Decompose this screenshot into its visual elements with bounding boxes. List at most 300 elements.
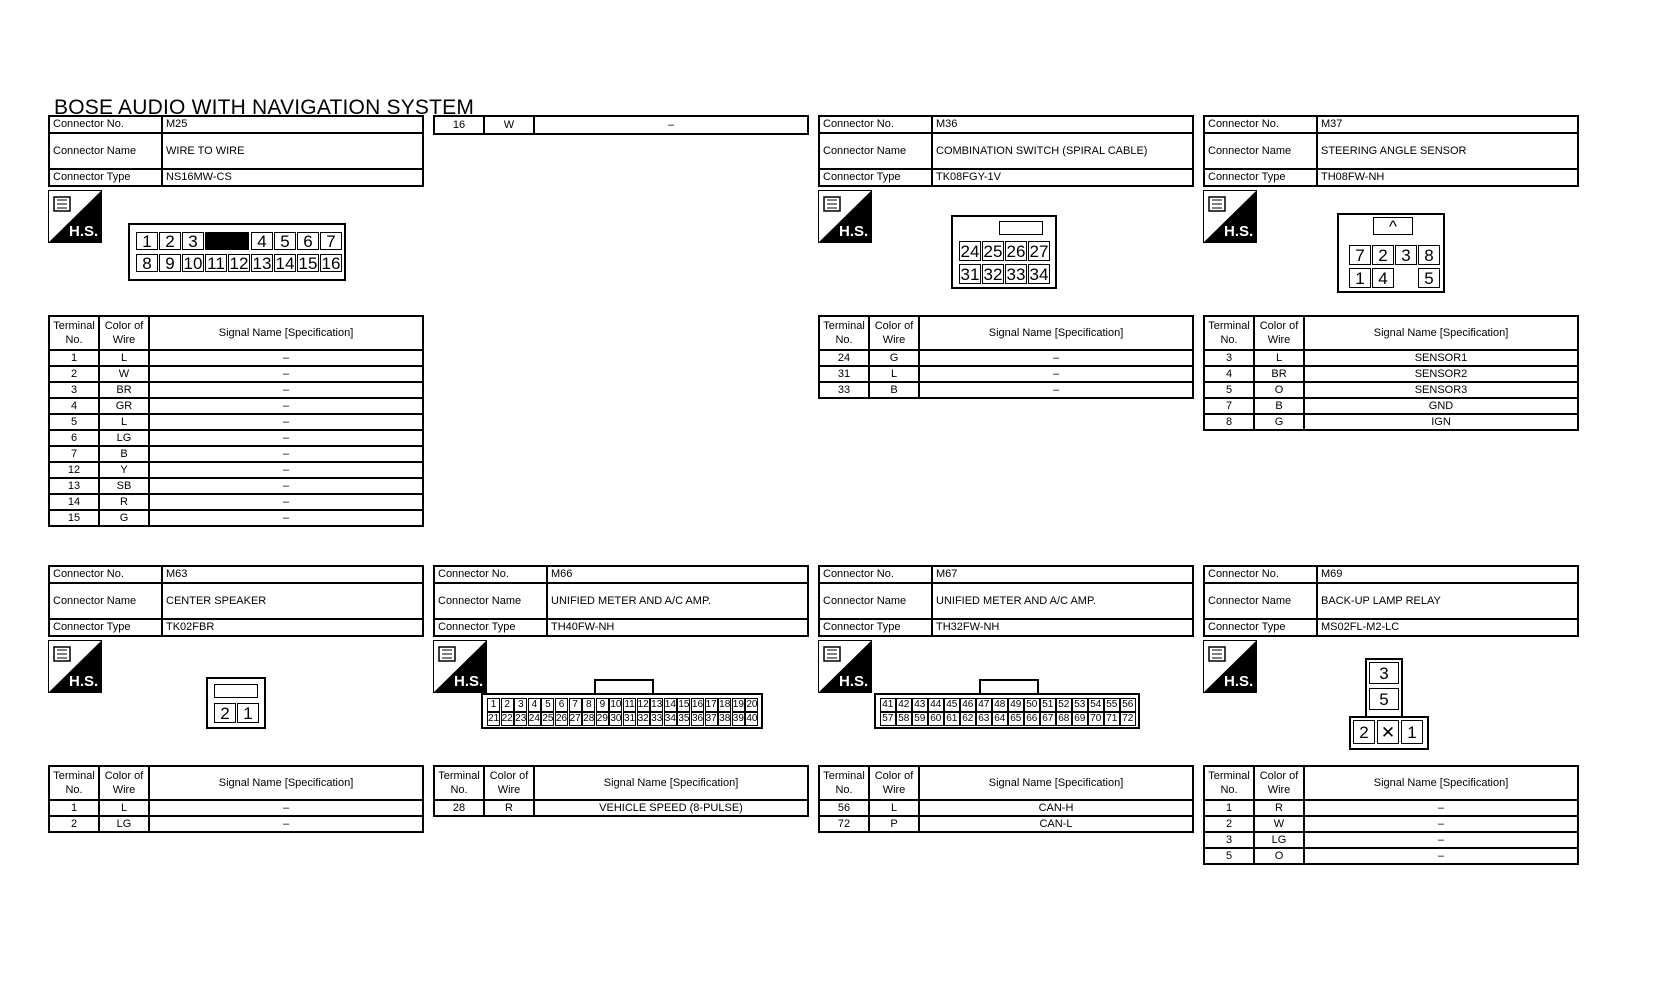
connector-pin: 34	[1029, 264, 1049, 284]
color-of-wire-header: Color of Wire	[484, 766, 534, 800]
connector-type-value: TK02FBR	[162, 619, 423, 636]
connector-pin: 31	[960, 264, 980, 284]
color-cell: B	[869, 382, 919, 398]
connector-pin: 35	[678, 713, 690, 724]
connector-pin: 14	[664, 699, 676, 710]
signal-cell: –	[149, 414, 423, 430]
connector-no-label: Connector No.	[49, 566, 162, 583]
connector-pin: 72	[1120, 712, 1136, 726]
table-row	[49, 800, 423, 816]
color-cell: R	[1254, 800, 1304, 816]
connector-pin: 8	[1418, 245, 1440, 265]
signal-table	[48, 315, 424, 527]
terminal-cell: 7	[49, 446, 99, 462]
signal-table	[48, 765, 424, 833]
connector-info-table	[1203, 115, 1579, 187]
connector-pin: 19	[732, 699, 744, 710]
connector-pin: 4	[251, 232, 273, 250]
terminal-cell: 1	[1204, 800, 1254, 816]
terminal-cell: 24	[819, 350, 869, 366]
connector-pin: 26	[555, 713, 568, 724]
signal-cell: –	[149, 382, 423, 398]
signal-cell: –	[149, 430, 423, 446]
terminal-cell: 1	[49, 800, 99, 816]
color-cell: BR	[99, 382, 149, 398]
terminal-no-header: Terminal No.	[1204, 766, 1254, 800]
color-cell: LG	[1254, 832, 1304, 848]
color-cell: L	[869, 366, 919, 382]
terminal-cell: 16	[434, 116, 484, 134]
terminal-cell: 8	[1204, 414, 1254, 430]
terminal-cell: 6	[49, 430, 99, 446]
table-row	[49, 382, 423, 398]
connector-pin: 40	[746, 713, 758, 724]
color-of-wire-header: Color of Wire	[1254, 316, 1304, 350]
color-cell: O	[1254, 382, 1304, 398]
connector-pin: 10	[183, 253, 203, 273]
signal-name-header: Signal Name [Specification]	[1304, 316, 1578, 350]
signal-cell: GND	[1304, 398, 1578, 414]
connector-pin: 51	[1040, 698, 1056, 712]
signal-cell: VEHICLE SPEED (8-PULSE)	[534, 800, 808, 816]
connector-pin: 3	[514, 698, 527, 712]
connector-pin: 24	[528, 713, 540, 724]
connector-name-value: UNIFIED METER AND A/C AMP.	[932, 583, 1193, 619]
color-cell: Y	[99, 462, 149, 478]
table-row	[49, 462, 423, 478]
terminal-cell: 2	[1204, 816, 1254, 832]
connector-pin: 6	[297, 232, 319, 250]
terminal-cell: 3	[49, 382, 99, 398]
connector-pin: 5	[1418, 268, 1440, 288]
table-row	[819, 350, 1193, 366]
connector-pin: 52	[1056, 698, 1072, 712]
color-cell: W	[99, 366, 149, 382]
connector-type-label: Connector Type	[819, 619, 932, 636]
color-of-wire-header: Color of Wire	[99, 766, 149, 800]
connector-name-label: Connector Name	[1204, 583, 1317, 619]
signal-name-header: Signal Name [Specification]	[919, 316, 1193, 350]
signal-cell: CAN-H	[919, 800, 1193, 816]
table-row	[49, 366, 423, 382]
connector-name-value: WIRE TO WIRE	[162, 133, 423, 169]
signal-cell: –	[149, 462, 423, 478]
connector-pin: 41	[880, 698, 896, 712]
color-cell: B	[99, 446, 149, 462]
connector-pin: 32	[637, 713, 649, 724]
hs-label: H.S.	[69, 673, 99, 690]
color-cell: L	[869, 800, 919, 816]
connector-pin: 22	[501, 713, 513, 724]
connector-face	[128, 223, 346, 281]
connector-pin: 37	[705, 713, 717, 724]
signal-table	[1203, 765, 1579, 865]
table-row	[49, 446, 423, 462]
connector-no-value: M63	[162, 566, 423, 583]
connector-pin: 56	[1120, 698, 1136, 712]
table-row	[434, 800, 808, 816]
terminal-cell: 5	[49, 414, 99, 430]
connector-pin: 6	[555, 698, 568, 712]
connector-panel-m63	[48, 565, 424, 830]
connector-pin: 28	[583, 713, 595, 724]
connector-no-value: M36	[932, 116, 1193, 133]
table-row	[49, 816, 423, 832]
hs-label: H.S.	[1224, 673, 1254, 690]
signal-cell: –	[149, 816, 423, 832]
table-row	[49, 414, 423, 430]
table-row	[49, 478, 423, 494]
connector-pin: 27	[569, 713, 581, 724]
table-row	[819, 800, 1193, 816]
terminal-cell: 12	[49, 462, 99, 478]
terminal-cell: 3	[1204, 832, 1254, 848]
signal-name-header: Signal Name [Specification]	[534, 766, 808, 800]
connector-pin: 13	[651, 699, 663, 710]
connector-pin: 3	[182, 232, 204, 250]
connector-pin: 33	[1006, 264, 1026, 284]
connector-type-value: TH40FW-NH	[547, 619, 808, 636]
connector-pin: 20	[746, 699, 758, 710]
connector-type-label: Connector Type	[1204, 619, 1317, 636]
connector-info-table	[48, 115, 424, 187]
signal-cell: –	[149, 446, 423, 462]
connector-face	[481, 693, 763, 729]
connector-pin: 25	[542, 713, 554, 724]
terminal-cell: 15	[49, 510, 99, 526]
connector-pin: 71	[1104, 712, 1120, 726]
connector-pin: 5	[274, 232, 296, 250]
color-of-wire-header: Color of Wire	[1254, 766, 1304, 800]
terminal-cell: 33	[819, 382, 869, 398]
connector-type-value: NS16MW-CS	[162, 169, 423, 186]
signal-cell: –	[1304, 816, 1578, 832]
connector-type-label: Connector Type	[434, 619, 547, 636]
terminal-cell: 3	[1204, 350, 1254, 366]
connector-no-value: M37	[1317, 116, 1578, 133]
connector-name-value: STEERING ANGLE SENSOR	[1317, 133, 1578, 169]
table-row	[1204, 398, 1578, 414]
connector-pin: 49	[1008, 698, 1024, 712]
color-cell: SB	[99, 478, 149, 494]
terminal-no-header: Terminal No.	[434, 766, 484, 800]
color-of-wire-header: Color of Wire	[869, 316, 919, 350]
connector-pin: 27	[1029, 241, 1049, 261]
signal-cell: IGN	[1304, 414, 1578, 430]
table-row	[819, 382, 1193, 398]
connector-pin: 15	[678, 699, 690, 710]
connector-pin: 9	[159, 254, 181, 272]
connector-pin: 18	[719, 699, 731, 710]
connector-type-label: Connector Type	[49, 619, 162, 636]
color-cell: P	[869, 816, 919, 832]
connector-face	[951, 215, 1057, 289]
connector-name-value: COMBINATION SWITCH (SPIRAL CABLE)	[932, 133, 1193, 169]
connector-pin: 69	[1072, 712, 1088, 726]
connector-pin: 17	[705, 699, 717, 710]
signal-cell: –	[149, 398, 423, 414]
harness-side-icon	[818, 640, 873, 694]
connector-name-label: Connector Name	[434, 583, 547, 619]
connector-pin: 2	[1353, 720, 1375, 744]
signal-cell: –	[149, 366, 423, 382]
signal-cell: –	[149, 478, 423, 494]
color-cell: R	[484, 800, 534, 816]
connector-type-value: TH08FW-NH	[1317, 169, 1578, 186]
table-row	[49, 350, 423, 366]
connector-no-value: M25	[162, 116, 423, 133]
signal-cell: SENSOR2	[1304, 366, 1578, 382]
connector-no-value: M66	[547, 566, 808, 583]
connector-pin: 48	[992, 698, 1008, 712]
hs-label: H.S.	[69, 223, 99, 240]
hs-label: H.S.	[839, 223, 869, 240]
table-row	[1204, 366, 1578, 382]
color-of-wire-header: Color of Wire	[99, 316, 149, 350]
signal-cell: CAN-L	[919, 816, 1193, 832]
color-cell: B	[1254, 398, 1304, 414]
connector-name-value: BACK-UP LAMP RELAY	[1317, 583, 1578, 619]
connector-info-table	[1203, 565, 1579, 637]
terminal-cell: 56	[819, 800, 869, 816]
signal-cell: SENSOR1	[1304, 350, 1578, 366]
connector-pin: 1	[1349, 268, 1371, 288]
harness-side-icon	[433, 640, 488, 694]
signal-cell: –	[919, 350, 1193, 366]
connector-type-label: Connector Type	[1204, 169, 1317, 186]
terminal-cell: 5	[1204, 382, 1254, 398]
connector-pin: 47	[976, 698, 992, 712]
connector-pin: 33	[651, 713, 663, 724]
connector-pin: 7	[320, 232, 342, 250]
connector-pin	[205, 232, 249, 250]
signal-cell: –	[919, 382, 1193, 398]
table-row	[819, 816, 1193, 832]
connector-pin: 45	[944, 698, 960, 712]
table-row	[49, 494, 423, 510]
connector-panel-m69	[1203, 565, 1579, 862]
connector-pin: 2	[501, 698, 514, 712]
signal-table	[818, 765, 1194, 833]
color-cell: G	[1254, 414, 1304, 430]
terminal-no-header: Terminal No.	[49, 316, 99, 350]
signal-cell: –	[1304, 848, 1578, 864]
connector-pin: 10	[610, 699, 622, 710]
connector-pin: 1	[487, 698, 500, 712]
connector-pin: 11	[624, 699, 635, 710]
terminal-cell: 5	[1204, 848, 1254, 864]
terminal-no-header: Terminal No.	[819, 766, 869, 800]
connector-name-label: Connector Name	[819, 583, 932, 619]
connector-pin: 12	[637, 699, 649, 710]
signal-cell: –	[149, 510, 423, 526]
table-row	[49, 510, 423, 526]
connector-pin: 62	[960, 712, 976, 726]
table-row	[1204, 832, 1578, 848]
connector-pin: 2	[214, 703, 236, 723]
connector-face	[874, 693, 1140, 729]
connector-pin: 57	[880, 712, 896, 726]
connector-pin: 16	[321, 253, 341, 273]
color-cell: G	[99, 510, 149, 526]
connector-pin: 42	[896, 698, 912, 712]
terminal-cell: 4	[1204, 366, 1254, 382]
connector-pin	[999, 221, 1043, 235]
signal-table	[433, 765, 809, 817]
connector-pin	[214, 684, 258, 698]
connector-pin: 39	[732, 713, 744, 724]
connector-no-label: Connector No.	[1204, 116, 1317, 133]
signal-name-header: Signal Name [Specification]	[1304, 766, 1578, 800]
connector-type-value: MS02FL-M2-LC	[1317, 619, 1578, 636]
connector-pin: 65	[1008, 712, 1024, 726]
connector-pin: 2	[1372, 245, 1394, 265]
connector-pin: 1	[1401, 720, 1423, 744]
connector-name-label: Connector Name	[1204, 133, 1317, 169]
connector-pin: 63	[976, 712, 992, 726]
connector-type-value: TH32FW-NH	[932, 619, 1193, 636]
connector-face	[206, 677, 266, 729]
terminal-cell: 2	[49, 816, 99, 832]
connector-no-label: Connector No.	[819, 116, 932, 133]
table-row	[49, 430, 423, 446]
connector-name-label: Connector Name	[819, 133, 932, 169]
connector-pin: 15	[298, 253, 318, 273]
connector-no-label: Connector No.	[49, 116, 162, 133]
connector-no-label: Connector No.	[819, 566, 932, 583]
signal-table	[1203, 315, 1579, 431]
signal-cell: –	[919, 366, 1193, 382]
connector-pin: 55	[1104, 698, 1120, 712]
connector-pin: 60	[928, 712, 944, 726]
connector-pin: 68	[1056, 712, 1072, 726]
color-cell: L	[1254, 350, 1304, 366]
connector-panel-m25	[48, 115, 424, 524]
harness-side-icon	[1203, 190, 1258, 244]
signal-cell: –	[534, 116, 808, 134]
table-row	[1204, 350, 1578, 366]
connector-pin: 16	[691, 699, 704, 710]
connector-type-value: TK08FGY-1V	[932, 169, 1193, 186]
connector-no-value: M67	[932, 566, 1193, 583]
terminal-cell: 72	[819, 816, 869, 832]
connector-pin: 26	[1006, 241, 1026, 261]
continuation-row	[433, 115, 809, 135]
connector-pin: 2	[159, 232, 181, 250]
connector-no-label: Connector No.	[1204, 566, 1317, 583]
hs-label: H.S.	[1224, 223, 1254, 240]
color-cell: BR	[1254, 366, 1304, 382]
terminal-cell: 14	[49, 494, 99, 510]
connector-no-label: Connector No.	[434, 566, 547, 583]
connector-type-label: Connector Type	[49, 169, 162, 186]
connector-pin: 30	[610, 713, 622, 724]
connector-pin: 67	[1040, 712, 1056, 726]
signal-cell: –	[149, 350, 423, 366]
terminal-no-header: Terminal No.	[819, 316, 869, 350]
hs-label: H.S.	[839, 673, 869, 690]
connector-pin: 9	[596, 698, 609, 712]
connector-pin: 8	[582, 698, 595, 712]
color-cell: L	[99, 414, 149, 430]
connector-panel-m67	[818, 565, 1194, 830]
connector-pin: 7	[569, 698, 582, 712]
signal-cell: –	[149, 494, 423, 510]
connector-panel-m36	[818, 115, 1194, 396]
connector-pin: ✕	[1377, 720, 1399, 744]
connector-pin: 32	[983, 264, 1003, 284]
color-cell: L	[99, 350, 149, 366]
color-cell: W	[1254, 816, 1304, 832]
table-row	[1204, 848, 1578, 864]
signal-cell: –	[1304, 832, 1578, 848]
color-cell: GR	[99, 398, 149, 414]
terminal-no-header: Terminal No.	[49, 766, 99, 800]
table-row	[1204, 800, 1578, 816]
connector-pin: 29	[596, 713, 608, 724]
connector-pin: 11	[205, 254, 227, 272]
connector-panel-m37	[1203, 115, 1579, 428]
connector-face	[1349, 658, 1433, 750]
signal-table	[818, 315, 1194, 399]
connector-pin: 53	[1072, 698, 1088, 712]
terminal-no-header: Terminal No.	[1204, 316, 1254, 350]
connector-pin: 13	[252, 253, 272, 273]
harness-side-icon	[1203, 640, 1258, 694]
connector-pin: 50	[1024, 698, 1040, 712]
color-of-wire-header: Color of Wire	[869, 766, 919, 800]
connector-pin: 31	[623, 713, 636, 724]
table-row	[49, 398, 423, 414]
signal-cell: –	[1304, 800, 1578, 816]
terminal-cell: 4	[49, 398, 99, 414]
color-cell: G	[869, 350, 919, 366]
terminal-cell: 28	[434, 800, 484, 816]
signal-cell: SENSOR3	[1304, 382, 1578, 398]
connector-latch	[979, 679, 1039, 693]
terminal-cell: 13	[49, 478, 99, 494]
connector-pin: 38	[719, 713, 731, 724]
connector-pin: 44	[928, 698, 944, 712]
connector-pin: 4	[528, 698, 541, 712]
table-row	[819, 366, 1193, 382]
connector-info-table	[433, 565, 809, 637]
signal-name-header: Signal Name [Specification]	[149, 766, 423, 800]
page-title: BOSE AUDIO WITH NAVIGATION SYSTEM	[54, 96, 475, 119]
connector-pin: 58	[896, 712, 912, 726]
connector-pin: 7	[1349, 245, 1371, 265]
color-cell: LG	[99, 430, 149, 446]
table-row	[1204, 382, 1578, 398]
color-cell: W	[484, 116, 534, 134]
connector-name-label: Connector Name	[49, 133, 162, 169]
connector-pin: 1	[237, 703, 259, 723]
connector-pin: 43	[912, 698, 928, 712]
connector-panel-m66	[433, 565, 809, 814]
color-cell: O	[1254, 848, 1304, 864]
connector-pin: 34	[664, 713, 676, 724]
color-cell: R	[99, 494, 149, 510]
connector-info-table	[818, 115, 1194, 187]
connector-pin: ^	[1373, 217, 1413, 235]
connector-name-value: UNIFIED METER AND A/C AMP.	[547, 583, 808, 619]
color-cell: LG	[99, 816, 149, 832]
hs-label: H.S.	[454, 673, 484, 690]
connector-pin: 14	[275, 253, 295, 273]
connector-info-table	[48, 565, 424, 637]
connector-pin: 46	[960, 698, 976, 712]
connector-face	[1337, 213, 1445, 293]
